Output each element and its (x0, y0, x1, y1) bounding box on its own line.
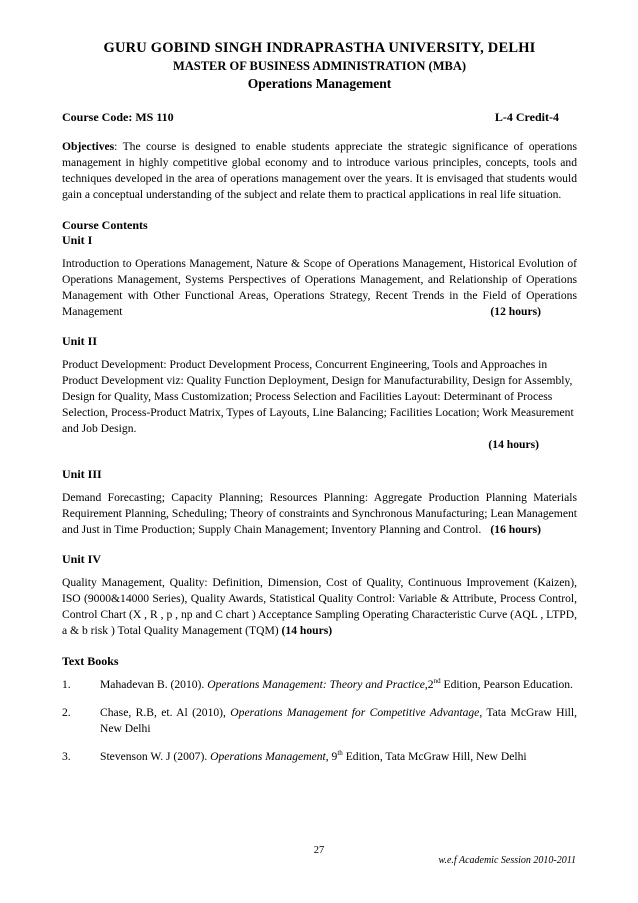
unit-section (62, 467, 577, 538)
textbook-title: Operations Management (210, 750, 326, 763)
unit-section (62, 233, 577, 320)
textbook-title: Operations Management for Competitive Advantage (230, 706, 480, 719)
unit-description: Product Development: Product Development Process, Concurrent Engineering, Tools and Approaches in Product Development viz: Quality Function Deployment, Design for Manufacturability, Design for Assembly, Design for Quality, Mass Customization; Process Selection and Facilities Layout: Determinant of Process Selection, Process-Product Matrix, Types of Layouts, Line Balancing; Facilities Location; Work Measurement and Job Design. (62, 358, 574, 435)
objectives-label: Objectives (62, 140, 115, 153)
unit-title: Unit III (62, 467, 102, 481)
textbook-item (62, 705, 577, 737)
course-code-row (62, 110, 577, 125)
textbook-list (62, 677, 577, 765)
unit-text (62, 490, 577, 538)
unit-text (62, 256, 577, 320)
textbook-number: 1. (62, 678, 71, 691)
unit-title: Unit IV (62, 552, 102, 566)
textbook-title: Operations Management: Theory and Practice (207, 678, 425, 691)
course-title: Operations Management (247, 76, 392, 91)
textbook-citation: Chase, R.B, et. Al (2010), Operations Management for Competitive Advantage, Tata McGraw Hill, New Delhi (100, 706, 578, 735)
textbooks-heading: Text Books (62, 654, 119, 668)
textbook-item (62, 749, 577, 765)
unit-hours: (14 hours) (281, 624, 333, 637)
unit-hours: (16 hours) (490, 523, 541, 536)
objectives-paragraph (62, 139, 577, 203)
page-number: 27 (313, 845, 325, 856)
objectives-text: : The course is designed to enable students appreciate the strategic significance of operations management in highly competitive global economy and to introduce various principles, concepts, tools and techniques developed in the area of operations management over the years. It is envisaged that students would gain a conceptual understanding of the subject and relate them to practical applications in real life situation. (62, 140, 577, 201)
textbook-number: 2. (62, 706, 71, 719)
document-page (62, 40, 577, 765)
unit-text (62, 575, 577, 639)
unit-description: Introduction to Operations Management, Nature & Scope of Operations Management, Historical Evolution of Operations Management, Systems Perspectives of Operations Management, and Relationship of Operations Management with Other Functional Areas, Operations Strategy, Recent Trends in the Field of Operations Management (62, 257, 577, 318)
unit-section (62, 334, 577, 453)
unit-section (62, 552, 577, 639)
course-contents-heading: Course Contents (62, 218, 148, 232)
textbook-item (62, 677, 577, 693)
unit-description: Quality Management, Quality: Definition, Dimension, Cost of Quality, Continuous Improvement (Kaizen), ISO (9000&14000 Series), Quality Awards, Statistical Quality Control: Variable & Attribute, Process Control, Control Chart (X , R , p , np and C chart ) Acceptance Sampling Operating Characteristic Curve (AQL , LTPD, a & b risk ) Total Quality Management (TQM) (62, 576, 577, 637)
textbook-citation: Mahadevan B. (2010). Operations Management: Theory and Practice,2nd Edition, Pearson Education. (100, 677, 573, 691)
textbook-citation: Stevenson W. J (2007). Operations Management, 9th Edition, Tata McGraw Hill, New Delhi (100, 749, 527, 763)
textbook-number: 3. (62, 750, 71, 763)
academic-session: w.e.f Academic Session 2010-2011 (438, 855, 576, 866)
program-title: MASTER OF BUSINESS ADMINISTRATION (MBA) (172, 59, 467, 73)
course-credits: L-4 Credit-4 (494, 110, 559, 124)
course-code: Course Code: MS 110 (62, 110, 174, 124)
university-title: GURU GOBIND SINGH INDRAPRASTHA UNIVERSITY, DELHI (103, 40, 536, 56)
unit-description: Demand Forecasting; Capacity Planning; Resources Planning: Aggregate Production Planning Materials Requirement Planning, Scheduling; Theory of constraints and Synchronous Manufacturing; Lean Management and Just in Time Production; Supply Chain Management; Inventory Planning and Control. (62, 491, 577, 536)
unit-title: Unit I (62, 233, 93, 247)
unit-hours: (12 hours) (490, 305, 541, 318)
unit-hours: (14 hours) (488, 438, 539, 451)
unit-title: Unit II (62, 334, 98, 348)
